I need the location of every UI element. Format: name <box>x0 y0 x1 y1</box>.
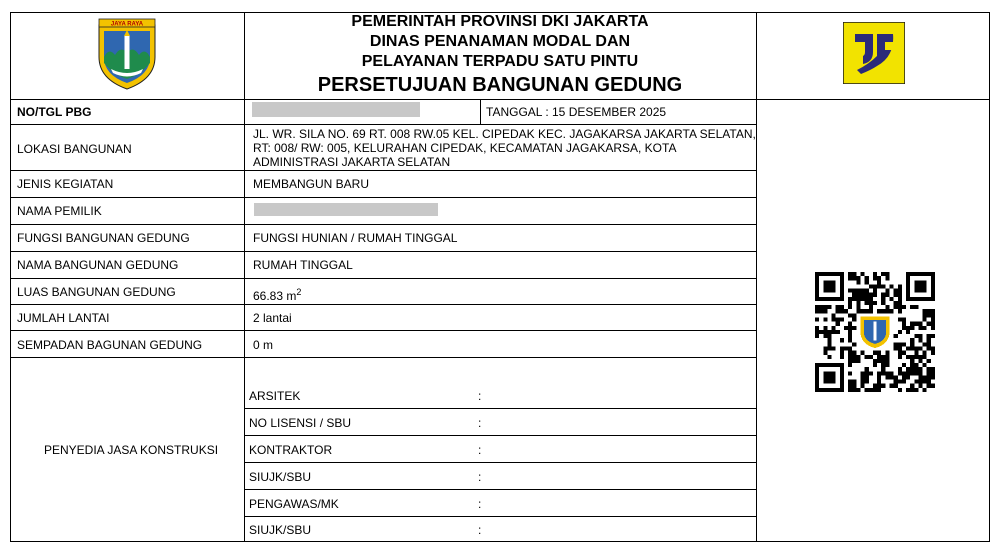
redacted-number <box>252 102 420 117</box>
penyedia-item-colon: : <box>478 443 482 457</box>
no-tgl-label: NO/TGL PBG <box>17 105 92 119</box>
divider <box>10 304 756 305</box>
divider <box>244 408 756 409</box>
luas-value: 66.83 m <box>253 289 297 303</box>
row-value-lantai: 2 lantai <box>253 311 292 325</box>
row-label-fungsi: FUNGSI BANGUNAN GEDUNG <box>17 231 190 245</box>
row-label-jenis: JENIS KEGIATAN <box>17 177 114 191</box>
header-line-3: PELAYANAN TERPADU SATU PINTU <box>361 53 639 70</box>
penyedia-item-label: NO LISENSI / SBU <box>249 416 352 430</box>
divider <box>10 251 756 252</box>
divider <box>10 357 756 358</box>
divider <box>10 170 756 171</box>
penyedia-item-label: SIUJK/SBU <box>249 470 312 484</box>
row-label-luas: LUAS BANGUNAN GEDUNG <box>17 285 176 299</box>
row-label-lokasi: LOKASI BANGUNAN <box>17 142 132 156</box>
header-line-1: PEMERINTAH PROVINSI DKI JAKARTA <box>351 13 649 30</box>
row-label-lantai: JUMLAH LANTAI <box>17 311 110 325</box>
logo-text: JAYA RAYA <box>110 21 144 28</box>
row-value-fungsi: FUNGSI HUNIAN / RUMAH TINGGAL <box>253 231 458 245</box>
divider <box>244 462 756 463</box>
penyedia-item-colon: : <box>478 497 482 511</box>
divider <box>480 99 481 124</box>
qr-code-icon <box>815 272 935 392</box>
row-label-nama-bangunan: NAMA BANGUNAN GEDUNG <box>17 258 179 272</box>
divider <box>10 124 756 125</box>
header-line-2: DINAS PENANAMAN MODAL DAN <box>369 33 631 50</box>
row-label-pemilik: NAMA PEMILIK <box>17 204 102 218</box>
divider <box>244 516 756 517</box>
row-value-luas <box>253 285 301 303</box>
luas-unit-exponent: 2 <box>296 287 302 297</box>
document-title: PERSETUJUAN BANGUNAN GEDUNG <box>317 74 683 96</box>
penyedia-item-label: SIUJK/SBU <box>249 523 312 537</box>
divider <box>10 278 756 279</box>
divider <box>10 99 990 100</box>
divider <box>10 224 756 225</box>
row-value-lokasi: JL. WR. SILA NO. 69 RT. 008 RW.05 KEL. CIPEDAK KEC. JAGAKARSA JAKARTA SELATAN, <box>253 127 756 141</box>
divider <box>756 12 757 196</box>
row-label-sempadan: SEMPADAN BAGUNAN GEDUNG <box>17 338 203 352</box>
penyedia-item-colon: : <box>478 416 482 430</box>
penyedia-item-label: PENGAWAS/MK <box>249 497 339 511</box>
jakarta-emblem-icon <box>95 17 159 91</box>
penyedia-label: PENYEDIA JASA KONSTRUKSI <box>44 443 219 457</box>
row-value-nama-bangunan: RUMAH TINGGAL <box>253 258 353 272</box>
divider <box>244 489 756 490</box>
divider <box>244 435 756 436</box>
redacted-owner <box>254 203 438 216</box>
row-value-sempadan: 0 m <box>253 338 274 352</box>
penyedia-item-label: KONTRAKTOR <box>249 443 333 457</box>
penyedia-item-colon: : <box>478 389 482 403</box>
tanggal-value: TANGGAL : 15 DESEMBER 2025 <box>486 105 667 119</box>
penyedia-item-label: ARSITEK <box>249 389 301 403</box>
divider <box>756 196 757 542</box>
penyedia-item-colon: : <box>478 470 482 484</box>
row-value-jenis: MEMBANGUN BARU <box>253 177 370 191</box>
row-value-lokasi-2: RT: 008/ RW: 005, KELURAHAN CIPEDAK, KECAMATAN JAGAKARSA, KOTA <box>253 141 677 155</box>
pupr-logo-icon <box>843 22 905 84</box>
penyedia-item-colon: : <box>478 523 482 537</box>
divider <box>10 330 756 331</box>
row-value-lokasi-3: ADMINISTRASI JAKARTA SELATAN <box>253 155 451 169</box>
divider <box>10 197 756 198</box>
